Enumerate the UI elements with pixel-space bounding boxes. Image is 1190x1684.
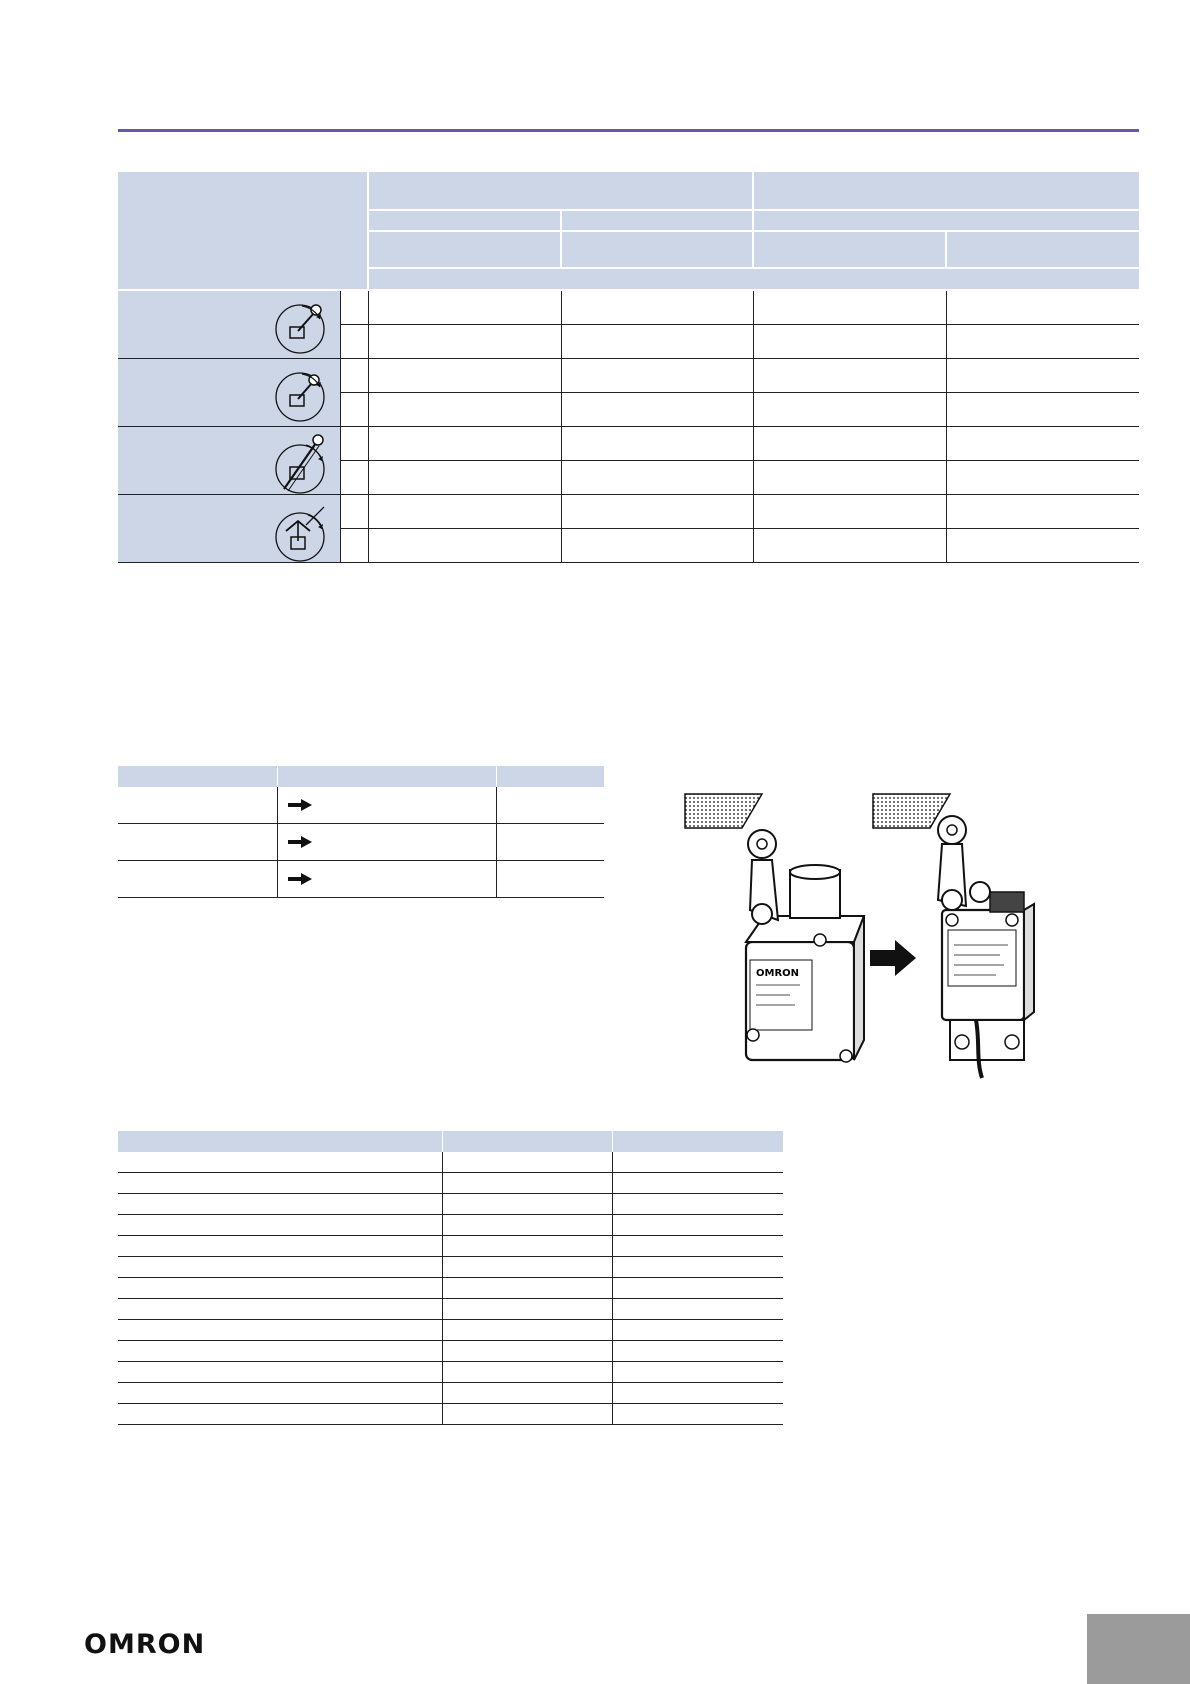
table-cell — [612, 1299, 783, 1320]
table-row — [118, 1215, 783, 1236]
table-cell — [442, 1152, 612, 1173]
table-cell — [561, 528, 753, 562]
table-cell — [442, 1362, 612, 1383]
table-cell — [612, 1236, 783, 1257]
table-cell — [946, 426, 1139, 460]
table-cell — [612, 1383, 783, 1404]
table-cell — [368, 426, 561, 460]
roller-lever-icon — [272, 297, 332, 355]
table-cell — [442, 1383, 612, 1404]
table-cell — [946, 290, 1139, 324]
page-number-tab — [1087, 1614, 1190, 1684]
table-row — [118, 1362, 783, 1383]
limit-switch-replacement-icon — [680, 780, 1060, 1080]
table-cell — [118, 1152, 442, 1173]
table-cell — [277, 787, 496, 824]
sub-row-3a — [340, 426, 368, 460]
table-cell — [118, 1299, 442, 1320]
table-cell — [496, 824, 604, 861]
lever-type-fork — [118, 494, 340, 562]
header-col-2 — [561, 231, 753, 268]
sub-row-4a — [340, 494, 368, 528]
replace-header-1 — [118, 766, 277, 787]
table-cell — [612, 1194, 783, 1215]
table-row — [118, 824, 604, 861]
sub-row-1b — [340, 324, 368, 358]
table-row — [118, 1194, 783, 1215]
table-cell — [612, 1320, 783, 1341]
table-row — [118, 1383, 783, 1404]
table-cell — [118, 787, 277, 824]
table-row — [118, 1236, 783, 1257]
table-cell — [946, 494, 1139, 528]
table-cell — [368, 290, 561, 324]
replace-header-3 — [496, 766, 604, 787]
table-cell — [496, 861, 604, 898]
table-cell — [442, 1299, 612, 1320]
table-cell — [561, 426, 753, 460]
lever-type-adjustable-roller — [118, 358, 340, 426]
old-switch-drawing — [746, 830, 864, 1062]
table-cell — [118, 1236, 442, 1257]
table-cell — [368, 494, 561, 528]
table-cell — [118, 1320, 442, 1341]
header-col-3 — [753, 231, 946, 268]
table-cell — [118, 1194, 442, 1215]
table-row — [118, 1278, 783, 1299]
table-cell — [612, 1173, 783, 1194]
table-row — [118, 787, 604, 824]
table-cell — [277, 824, 496, 861]
right-arrow-icon — [288, 836, 312, 848]
table-cell — [118, 1278, 442, 1299]
replace-arrow-icon — [870, 940, 916, 976]
table-cell — [118, 1215, 442, 1236]
table-cell — [946, 392, 1139, 426]
table-cell — [561, 460, 753, 494]
table-cell — [946, 324, 1139, 358]
table-cell — [561, 324, 753, 358]
header-group-a — [368, 172, 753, 210]
table-cell — [753, 290, 946, 324]
table-cell — [612, 1341, 783, 1362]
table-cell — [442, 1194, 612, 1215]
table-cell — [561, 392, 753, 426]
table-cell — [368, 358, 561, 392]
table-cell — [118, 1362, 442, 1383]
table-cell — [612, 1257, 783, 1278]
table-cell — [442, 1341, 612, 1362]
table-cell — [612, 1152, 783, 1173]
lever-type-rod — [118, 426, 340, 494]
table-cell — [368, 324, 561, 358]
table-cell — [753, 324, 946, 358]
table-cell — [277, 861, 496, 898]
table-row — [118, 1404, 783, 1425]
table-cell — [442, 1173, 612, 1194]
lever-type-roller — [118, 290, 340, 358]
table-cell — [118, 1404, 442, 1425]
table-row — [118, 1257, 783, 1278]
table-cell — [442, 1320, 612, 1341]
sub-row-4b — [340, 528, 368, 562]
table-cell — [753, 392, 946, 426]
table-cell — [561, 358, 753, 392]
table-row — [118, 861, 604, 898]
new-switch-drawing — [938, 816, 1034, 1078]
header-col-4 — [946, 231, 1139, 268]
table-row — [118, 1299, 783, 1320]
rod-lever-icon — [272, 433, 332, 495]
table-cell — [442, 1404, 612, 1425]
table-cell — [118, 861, 277, 898]
table-cell — [753, 494, 946, 528]
sub-row-2a — [340, 358, 368, 392]
header-note-row — [368, 268, 1139, 290]
table-cell — [442, 1257, 612, 1278]
omron-logo: OMRON — [84, 1629, 206, 1660]
spec-table — [118, 1131, 783, 1425]
table-cell — [442, 1278, 612, 1299]
top-accent-rule — [118, 129, 1139, 132]
table-cell — [612, 1278, 783, 1299]
table-cell — [946, 358, 1139, 392]
table-row — [118, 1341, 783, 1362]
replace-header-2 — [277, 766, 496, 787]
table-cell — [946, 460, 1139, 494]
spec-header-3 — [612, 1131, 783, 1152]
fork-lever-icon — [272, 501, 332, 563]
table-cell — [118, 1341, 442, 1362]
spec-header-2 — [442, 1131, 612, 1152]
table-cell — [118, 1173, 442, 1194]
table-cell — [368, 460, 561, 494]
header-sub-a2 — [561, 210, 753, 231]
table-cell — [368, 392, 561, 426]
header-col-1 — [368, 231, 561, 268]
table-cell — [442, 1236, 612, 1257]
table-cell — [561, 290, 753, 324]
table-cell — [753, 460, 946, 494]
header-group-b — [753, 172, 1139, 210]
table-cell — [118, 824, 277, 861]
table-cell — [561, 494, 753, 528]
table-cell — [368, 528, 561, 562]
replacement-table — [118, 766, 604, 898]
table-row — [118, 1152, 783, 1173]
right-arrow-icon — [288, 873, 312, 885]
header-sub-a1 — [368, 210, 561, 231]
table-cell — [612, 1404, 783, 1425]
right-arrow-icon — [288, 799, 312, 811]
switch-brand-label: OMRON — [756, 968, 800, 979]
header-corner — [118, 172, 368, 290]
model-table — [118, 172, 1139, 563]
adjustable-roller-lever-icon — [272, 365, 332, 423]
table-cell — [946, 528, 1139, 562]
header-sub-b — [753, 210, 1139, 231]
table-cell — [753, 358, 946, 392]
spec-header-1 — [118, 1131, 442, 1152]
table-row — [118, 1173, 783, 1194]
table-cell — [496, 787, 604, 824]
sub-row-1a — [340, 290, 368, 324]
table-cell — [753, 426, 946, 460]
sub-row-3b — [340, 460, 368, 494]
table-cell — [612, 1215, 783, 1236]
sub-row-2b — [340, 392, 368, 426]
table-row — [118, 1320, 783, 1341]
table-cell — [753, 528, 946, 562]
table-cell — [118, 1383, 442, 1404]
table-cell — [612, 1362, 783, 1383]
table-cell — [442, 1215, 612, 1236]
table-cell — [118, 1257, 442, 1278]
